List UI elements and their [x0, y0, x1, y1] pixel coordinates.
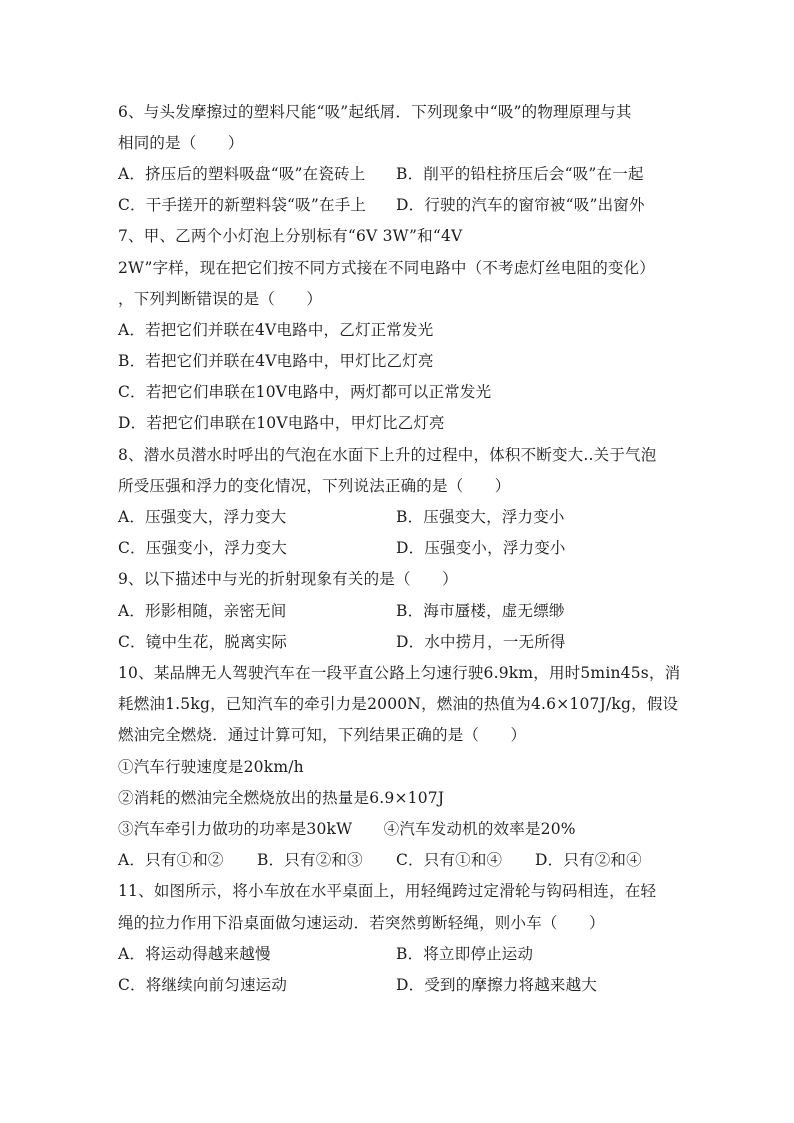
q10-statement-3-4: ③汽车牵引力做功的功率是30kW ④汽车发动机的效率是20%	[118, 820, 576, 838]
q7-stem-line-3: ，下列判断错误的是（ ）	[118, 290, 323, 308]
q9-option-a: A．形影相随，亲密无间	[118, 602, 287, 620]
q8-option-a: A．压强变大，浮力变大	[118, 508, 287, 526]
q11-option-b: B．将立即停止运动	[396, 945, 534, 963]
q8-option-d: D．压强变小，浮力变小	[396, 539, 566, 557]
q11-stem-line-1: 11、如图所示，将小车放在水平桌面上，用轻绳跨过定滑轮与钩码相连，在轻	[118, 882, 657, 900]
q6-stem-line-1: 6、与头发摩擦过的塑料尺能“吸”起纸屑．下列现象中“吸”的物理原理与其	[118, 103, 632, 121]
q7-stem-line-2: 2W”字样，现在把它们按不同方式接在不同电路中（不考虑灯丝电阻的变化）	[118, 259, 656, 277]
q9-option-d: D．水中捞月，一无所得	[396, 633, 566, 651]
q10-option-d: D．只有②和④	[535, 851, 642, 869]
q10-stem-line-2: 耗燃油1.5kg，已知汽车的牵引力是2000N，燃油的热值为4.6×107J/kg，假设	[118, 695, 679, 713]
q10-statement-1: ①汽车行驶速度是20km/h	[118, 758, 304, 776]
q11-option-a: A．将运动得越来越慢	[118, 945, 271, 963]
q6-stem-line-2: 相同的是（ ）	[118, 134, 244, 152]
q7-option-a: A．若把它们并联在4V电路中，乙灯正常发光	[118, 321, 434, 339]
q9-option-c: C．镜中生花，脱离实际	[118, 633, 288, 651]
q7-option-c: C．若把它们串联在10V电路中，两灯都可以正常发光	[118, 383, 492, 401]
q11-option-d: D．受到的摩擦力将越来越大	[396, 976, 598, 994]
q9-stem-line-1: 9、以下描述中与光的折射现象有关的是（ ）	[118, 570, 458, 588]
q8-option-c: C．压强变小，浮力变大	[118, 539, 288, 557]
q7-stem-line-1: 7、甲、乙两个小灯泡上分别标有“6V 3W”和“4V	[118, 227, 463, 245]
q11-option-c: C．将继续向前匀速运动	[118, 976, 288, 994]
q8-stem-line-2: 所受压强和浮力的变化情况，下列说法正确的是（ ）	[118, 477, 511, 495]
q10-option-b: B．只有②和③	[257, 851, 363, 869]
q10-stem-line-1: 10、某品牌无人驾驶汽车在一段平直公路上匀速行驶6.9km，用时5min45s，消	[118, 664, 681, 682]
q9-option-b: B．海市蜃楼，虚无缥缈	[396, 602, 565, 620]
q6-option-c: C．干手搓开的新塑料袋“吸”在手上	[118, 196, 367, 214]
q8-option-b: B．压强变大，浮力变小	[396, 508, 565, 526]
q6-option-a: A．挤压后的塑料吸盘“吸”在瓷砖上	[118, 165, 366, 183]
q10-stem-line-3: 燃油完全燃烧．通过计算可知，下列结果正确的是（ ）	[118, 726, 527, 744]
q8-stem-line-1: 8、潜水员潜水时呼出的气泡在水面下上升的过程中，体积不断变大..关于气泡	[118, 446, 657, 464]
q6-option-b: B．削平的铅柱挤压后会“吸”在一起	[396, 165, 644, 183]
q10-option-a: A．只有①和②	[118, 851, 224, 869]
q6-option-d: D．行驶的汽车的窗帘被“吸”出窗外	[396, 196, 645, 214]
q10-option-c: C．只有①和④	[396, 851, 503, 869]
q7-option-d: D．若把它们串联在10V电路中，甲灯比乙灯亮	[118, 414, 445, 432]
q11-stem-line-2: 绳的拉力作用下沿桌面做匀速运动．若突然剪断轻绳，则小车（ ）	[118, 914, 605, 932]
q7-option-b: B．若把它们并联在4V电路中，甲灯比乙灯亮	[118, 352, 434, 370]
q10-statement-2: ②消耗的燃油完全燃烧放出的热量是6.9×107J	[118, 789, 445, 807]
